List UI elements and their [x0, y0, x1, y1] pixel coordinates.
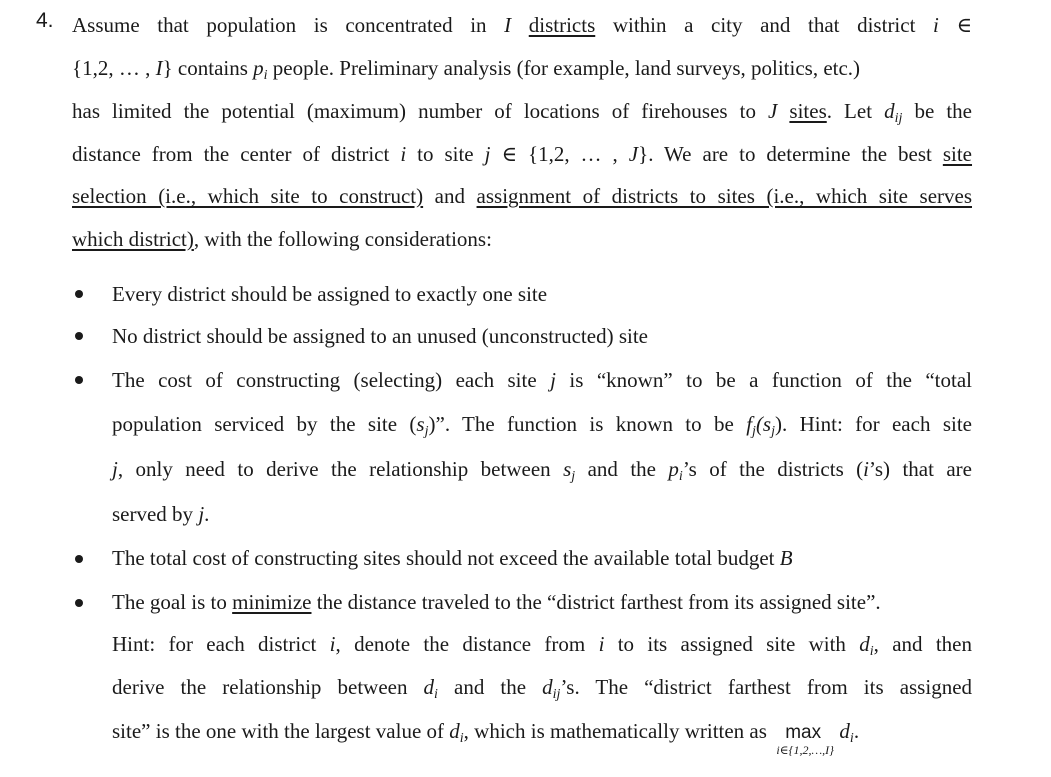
max-subscript: i∈{1,2,…,I} [776, 743, 834, 757]
bullet-5-line-3: derive the relationship between $d_i$ and the $d_{ij}’s$. The “district farthest from its assigned [112, 675, 973, 702]
max-operator: max i∈{1,2,…,I} [772, 718, 834, 748]
paragraph-line-1: Assume that population is concentrated in I districts within a city and that district i ∈ [72, 13, 972, 37]
paragraph-line-6: which district), with the following considerations: [72, 227, 492, 251]
which-district-underlined: which district) [72, 227, 194, 251]
bullet-4: The total cost of constructing sites should not exceed the available total budget B [112, 546, 793, 570]
question-number: 4. [36, 9, 54, 32]
bullet-3-line-2: population serviced by the site $(s_j)$”. The function is known to be $f_j(s_j)$. Hint: for each site [112, 412, 972, 439]
bullet-5-line-1: The goal is to minimize the distance traveled to the “district farthest from its assigned site”. [112, 590, 881, 614]
paragraph-line-2: {1,2, … , I} contains $p_i$ people. Preliminary analysis (for example, land surveys, politics, etc.) [72, 56, 861, 83]
bullet-5-line-4: site” is the one with the largest value of $d_i$, which is mathematically written as max i∈{1,2,…,I} $d_i$. [112, 716, 972, 748]
site-selection-underlined: selection (i.e., which site to construct) [72, 184, 424, 208]
districts-underlined: districts [528, 13, 596, 37]
site-underlined: site [942, 142, 973, 166]
sites-underlined: sites [789, 99, 827, 123]
minimize-underlined: minimize [232, 590, 312, 614]
bullet-dot [75, 332, 83, 340]
bullet-5-line-2: Hint: for each district i, denote the distance from i to its assigned site with $d_i$, and then [112, 632, 972, 659]
bullet-dot [75, 376, 83, 384]
bullet-dot [75, 555, 83, 563]
assignment-underlined: assignment of districts to sites (i.e., which site serves [476, 184, 972, 208]
bullet-dot [75, 599, 83, 607]
bullet-3-line-1: The cost of constructing (selecting) each site j is “known” to be a function of the “total [112, 368, 972, 392]
bullet-2: No district should be assigned to an unused (unconstructed) site [112, 324, 648, 348]
paragraph-line-4: distance from the center of district i to site j ∈ {1,2, … , J}. We are to determine the best site [72, 142, 973, 166]
bullet-3-line-3: j, only need to derive the relationship between $s_j$ and the $p_i’s$ of the districts (i’s) that are [112, 457, 972, 484]
bullet-dot [75, 290, 83, 298]
bullet-1: Every district should be assigned to exactly one site [112, 282, 548, 306]
paragraph-line-5: selection (i.e., which site to construct) and assignment of districts to sites (i.e., which site serves [72, 184, 972, 208]
bullet-3-line-4: served by j. [112, 502, 210, 526]
paragraph-line-3: has limited the potential (maximum) number of locations of firehouses to J sites. Let $d_{ij}$ be the [72, 99, 972, 126]
